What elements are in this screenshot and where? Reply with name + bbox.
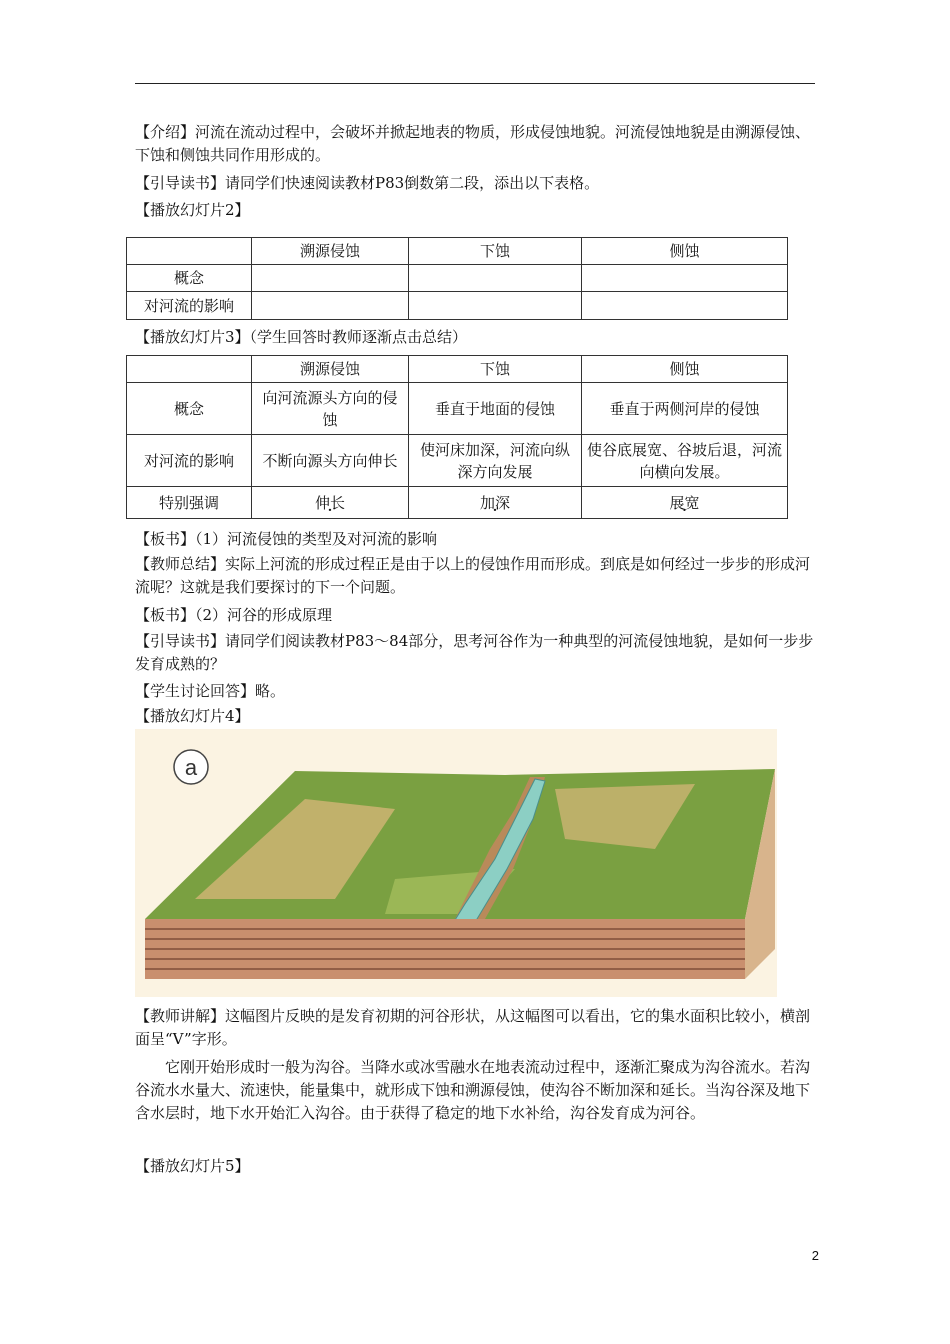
table-row-label: 对河流的影响 [127,292,252,320]
valley-block-diagram [135,729,777,997]
table-header-cell: 溯源侵蚀 [252,356,409,383]
table-header-cell: 下蚀 [409,238,582,265]
table-cell [409,265,582,292]
table-header-cell: 下蚀 [409,356,582,383]
page-number: 2 [811,1248,819,1263]
table-header-cell: 溯源侵蚀 [252,238,409,265]
table-cell [252,265,409,292]
emphasis-text: 加深 [479,493,510,512]
table-cell [409,292,582,320]
board-note-2: 【板书】（2）河谷的形成原理 [135,606,333,624]
table-cell [582,265,788,292]
table-cell [409,487,582,519]
guide-read-paragraph-2: 【引导读书】请同学们阅读教材P83～84部分，思考河谷作为一种典型的河流侵蚀地貌，是如何一步步发育成熟的？ [135,632,814,673]
table-cell: 垂直于两侧河岸的侵蚀 [582,383,788,435]
guide-read-paragraph: 【引导读书】请同学们快速阅读教材P83倒数第二段，添出以下表格。 [135,174,600,192]
table-row-label: 对河流的影响 [127,435,252,487]
erosion-table-blank [126,237,788,320]
discussion-paragraph: 【学生讨论回答】略。 [135,682,286,700]
table-cell [252,487,409,519]
table-cell: 不断向源头方向伸长 [252,435,409,487]
table-row-label: 特别强调 [127,487,252,519]
emphasis-text: 伸长 [314,493,345,512]
slide2-heading: 【播放幻灯片2】 [135,201,250,219]
slide4-heading: 【播放幻灯片4】 [135,707,250,725]
erosion-table-filled [126,355,788,519]
table-cell: 使河床加深，河流向纵深方向发展 [409,435,582,487]
table-header-cell [127,356,252,383]
table-row-label: 概念 [127,383,252,435]
table-cell [252,292,409,320]
valley-figure [135,729,777,997]
emphasis-text: 展宽 [669,493,700,512]
table-cell: 使谷底展宽、谷坡后退，河流向横向发展。 [582,435,788,487]
table-cell [582,292,788,320]
table-row-label: 概念 [127,265,252,292]
header-rule [135,83,815,84]
teacher-summary-paragraph: 【教师总结】实际上河流的形成过程正是由于以上的侵蚀作用而形成。到底是如何经过一步步的形成河流呢？这就是我们要探讨的下一个问题。 [135,555,811,596]
slide3-heading: 【播放幻灯片3】（学生回答时教师逐渐点击总结） [135,328,468,346]
table-cell [582,487,788,519]
table-header-cell: 侧蚀 [582,356,788,383]
slide5-heading: 【播放幻灯片5】 [135,1157,250,1175]
board-note-1: 【板书】（1）河流侵蚀的类型及对河流的影响 [135,530,438,548]
table-header-cell [127,238,252,265]
table-cell: 垂直于地面的侵蚀 [409,383,582,435]
table-cell: 向河流源头方向的侵蚀 [252,383,409,435]
intro-paragraph: 【介绍】河流在流动过程中，会破坏并掀起地表的物质，形成侵蚀地貌。河流侵蚀地貌是由溯源侵蚀、下蚀和侧蚀共同作用形成的。 [135,123,811,164]
table-header-cell: 侧蚀 [582,238,788,265]
teacher-explain-paragraph: 【教师讲解】这幅图片反映的是发育初期的河谷形状，从这幅图可以看出，它的集水面积比较小，横剖面呈“V”字形。 [135,1007,811,1048]
figure-label: a [184,755,198,780]
formation-paragraph: 它刚开始形成时一般为沟谷。当降水或冰雪融水在地表流动过程中，逐渐汇聚成为沟谷流水。若沟谷流水水量大、流速快，能量集中，就形成下蚀和溯源侵蚀，使沟谷不断加深和延长。当沟谷深及地下含水层时，地下水开始汇入沟谷。由于获得了稳定的地下水补给，沟谷发育成为河谷。 [135,1058,811,1122]
